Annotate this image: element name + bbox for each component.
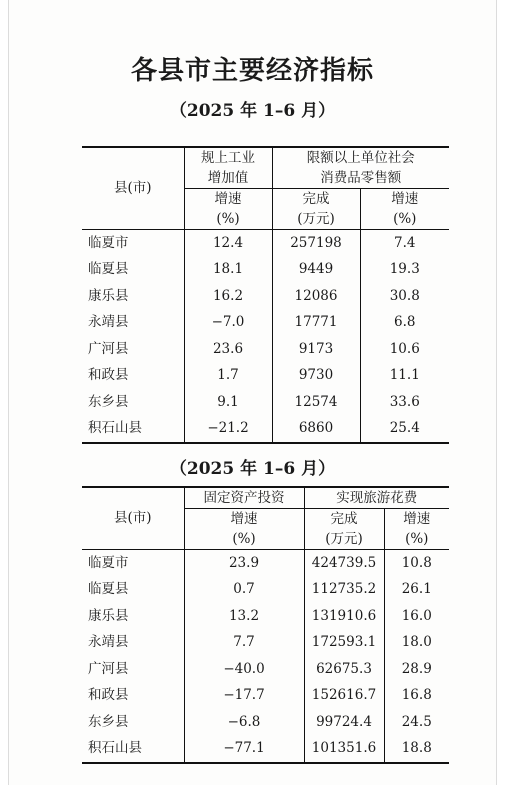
investment-growth: −17.7 (184, 683, 304, 710)
table-investment-tourism (82, 486, 449, 764)
county-name: 临夏市 (88, 554, 129, 571)
retail-amount: 257198 (272, 230, 360, 257)
retail-growth: 30.8 (360, 283, 449, 310)
table-row (82, 709, 449, 736)
county-name: 永靖县 (88, 314, 129, 331)
investment-growth: −40.0 (184, 656, 304, 683)
table2-body (82, 550, 449, 764)
county-name: 和政县 (88, 367, 129, 384)
group-header-retail-line1: 限额以上单位社会 (272, 147, 449, 168)
table-row (82, 310, 449, 337)
retail-growth: 19.3 (360, 257, 449, 284)
retail-growth: 25.4 (360, 416, 449, 444)
tourism-amount: 172593.1 (304, 630, 384, 657)
col-header-unit: (%) (184, 529, 304, 550)
tourism-growth: 26.1 (384, 577, 449, 604)
investment-growth: 13.2 (184, 603, 304, 630)
table1-body (82, 230, 449, 444)
table-row (82, 257, 449, 284)
retail-growth: 11.1 (360, 363, 449, 390)
col-header-unit: (%) (184, 209, 272, 230)
tourism-growth: 16.0 (384, 603, 449, 630)
table-industry-retail (82, 146, 449, 444)
retail-amount: 12574 (272, 389, 360, 416)
tourism-amount: 112735.2 (304, 577, 384, 604)
tourism-growth: 18.0 (384, 630, 449, 657)
investment-growth: 23.9 (184, 550, 304, 577)
county-name: 东乡县 (88, 713, 129, 730)
table-row (82, 230, 449, 257)
table-row (82, 683, 449, 710)
investment-growth: −77.1 (184, 736, 304, 764)
group-header-tourism: 实现旅游花费 (304, 487, 449, 509)
tourism-amount: 62675.3 (304, 656, 384, 683)
industry-growth: −7.0 (184, 310, 272, 337)
county-name: 康乐县 (88, 607, 129, 624)
page-title: 各县市主要经济指标 (130, 56, 374, 86)
col-header-growth: 增速 (184, 509, 304, 530)
tourism-amount: 99724.4 (304, 709, 384, 736)
col-header-unit: (%) (360, 209, 449, 230)
table-row (82, 603, 449, 630)
group-header-industry-line1: 规上工业 (184, 147, 272, 168)
table-row (82, 656, 449, 683)
retail-amount: 9449 (272, 257, 360, 284)
table-row (82, 336, 449, 363)
tourism-growth: 18.8 (384, 736, 449, 764)
row-header: 县(市) (82, 487, 184, 550)
tourism-amount: 131910.6 (304, 603, 384, 630)
table-row (82, 577, 449, 604)
county-name: 广河县 (88, 340, 129, 357)
industry-growth: −21.2 (184, 416, 272, 444)
retail-growth: 10.6 (360, 336, 449, 363)
table-row (82, 736, 449, 764)
county-name: 临夏市 (88, 234, 129, 251)
group-header-investment: 固定资产投资 (184, 487, 304, 509)
retail-growth: 7.4 (360, 230, 449, 257)
table-row (82, 550, 449, 577)
retail-amount: 9730 (272, 363, 360, 390)
retail-amount: 6860 (272, 416, 360, 444)
investment-growth: −6.8 (184, 709, 304, 736)
retail-amount: 9173 (272, 336, 360, 363)
col-header-complete: 完成 (272, 189, 360, 210)
retail-amount: 12086 (272, 283, 360, 310)
tourism-amount: 101351.6 (304, 736, 384, 764)
table1-period: （2025 年 1–6 月） (169, 101, 336, 121)
col-header-complete: 完成 (304, 509, 384, 530)
tourism-amount: 424739.5 (304, 550, 384, 577)
retail-growth: 6.8 (360, 310, 449, 337)
county-name: 东乡县 (88, 393, 129, 410)
industry-growth: 9.1 (184, 389, 272, 416)
county-name: 临夏县 (88, 581, 129, 598)
row-header: 县(市) (82, 147, 184, 230)
industry-growth: 23.6 (184, 336, 272, 363)
col-header-unit: (%) (384, 529, 449, 550)
tourism-amount: 152616.7 (304, 683, 384, 710)
industry-growth: 12.4 (184, 230, 272, 257)
county-name: 积石山县 (88, 420, 142, 437)
col-header-unit: (万元) (272, 209, 360, 230)
col-header-growth: 增速 (360, 189, 449, 210)
tourism-growth: 24.5 (384, 709, 449, 736)
retail-amount: 17771 (272, 310, 360, 337)
industry-growth: 18.1 (184, 257, 272, 284)
industry-growth: 1.7 (184, 363, 272, 390)
county-name: 和政县 (88, 687, 129, 704)
col-header-unit: (万元) (304, 529, 384, 550)
tourism-growth: 10.8 (384, 550, 449, 577)
document-page (8, 0, 497, 785)
table-row (82, 363, 449, 390)
table-row (82, 283, 449, 310)
group-header-industry-line2: 增加值 (184, 168, 272, 189)
group-header-retail-line2: 消费品零售额 (272, 168, 449, 189)
investment-growth: 7.7 (184, 630, 304, 657)
county-name: 临夏县 (88, 261, 129, 278)
col-header-growth: 增速 (384, 509, 449, 530)
county-name: 康乐县 (88, 287, 129, 304)
tourism-growth: 28.9 (384, 656, 449, 683)
county-name: 永靖县 (88, 634, 129, 651)
tourism-growth: 16.8 (384, 683, 449, 710)
table-row (82, 416, 449, 444)
table-row (82, 630, 449, 657)
col-header-growth: 增速 (184, 189, 272, 210)
table-row (82, 389, 449, 416)
county-name: 广河县 (88, 660, 129, 677)
industry-growth: 16.2 (184, 283, 272, 310)
retail-growth: 33.6 (360, 389, 449, 416)
county-name: 积石山县 (88, 740, 142, 757)
table2-period: （2025 年 1–6 月） (169, 459, 336, 479)
investment-growth: 0.7 (184, 577, 304, 604)
